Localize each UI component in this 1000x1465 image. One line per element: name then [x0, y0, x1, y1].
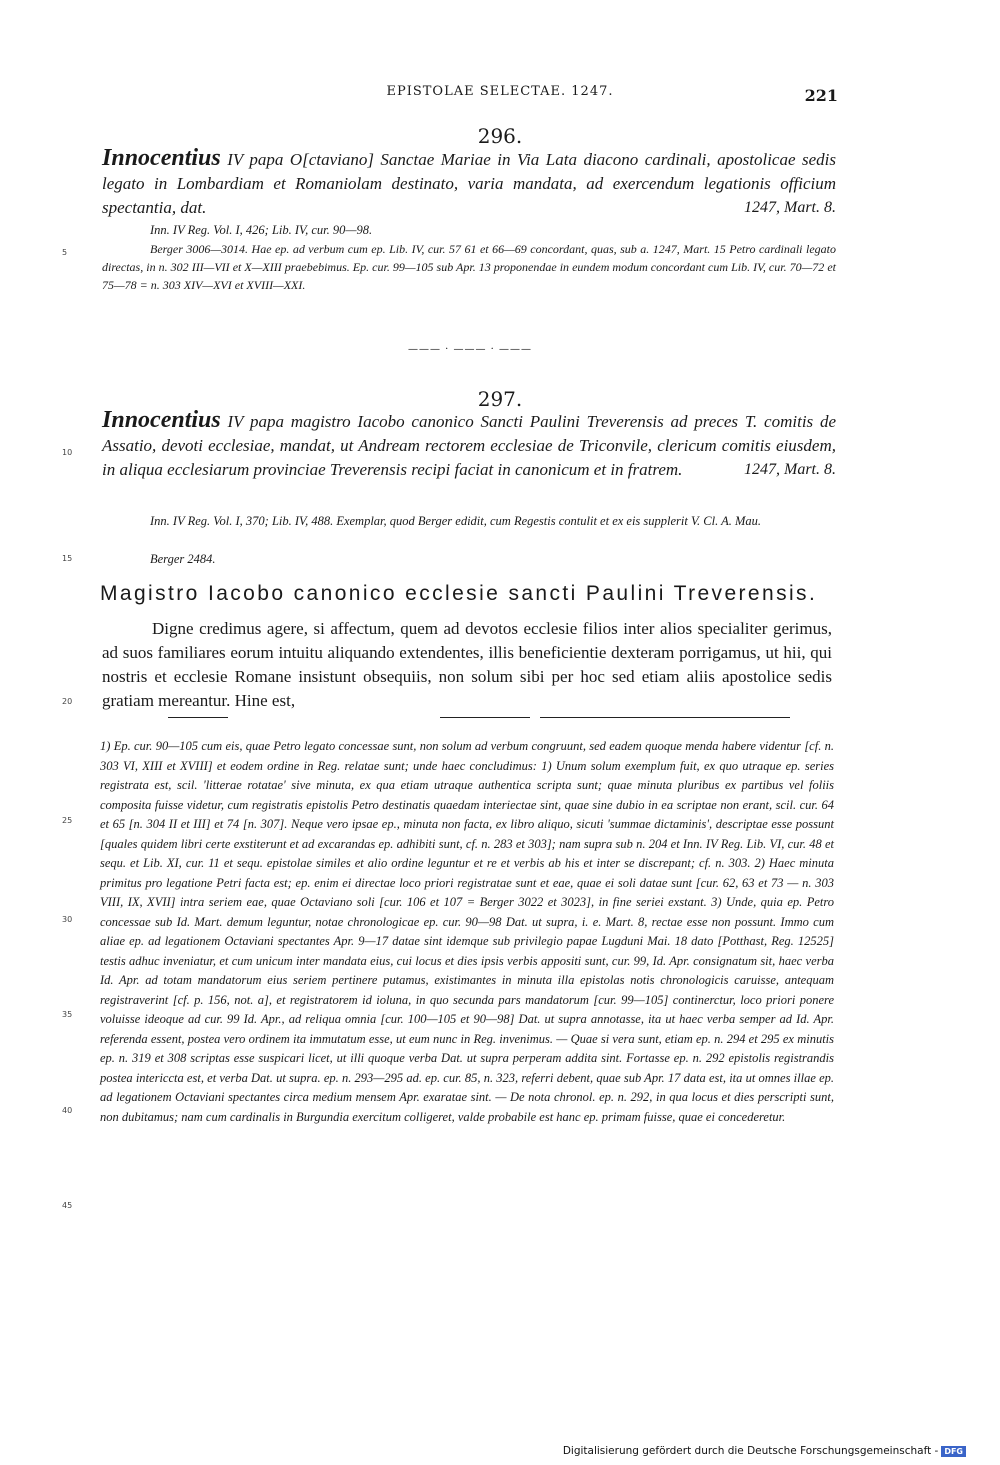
credit-text: Digitalisierung gefördert durch die Deutsche Forschungsgemeinschaft - [562, 1445, 939, 1457]
epistle-297-date: 1247, Mart. 8. [744, 461, 836, 478]
epistle-297-berger: Berger 2484. [150, 552, 216, 566]
footnote-rule [168, 717, 228, 718]
regest-initial-word: Innocentius [102, 145, 221, 171]
page-number: 221 [804, 86, 838, 105]
footnote: 1) Ep. cur. 90—105 cum eis, quae Petro legato concessae sunt, non solum ad verbum congruunt, sed eadem quoque menda habere videntur [cf. n. 303 VI, XIII et XVIII] et eodem ordine in Reg. relatae sunt; unde haec concludimus: 1) Unum solum exemplum fuit, ex quo utraque ep. series registrata est, scil. 'litterae rotatae' sive minuta, ex qua etiam utraque authentica scripta sunt; quae minuta pluribus ex partibus vel foliis composita fuisse videtur, cum registratis epistolis Petro destinatis quaedam interiectae sint, quae sine dubio in ea scriptae non erant, scil. cur. 64 et 65 [n. 304 II et III] et 74 [n. 307]. Neque vero ipsae ep., minuta non facta, ex libro aliquo, sicuti 'summae dictaminis', descriptae esse possunt [quales quidem libri certe exstiterunt et ad excarandas ep. adhibiti sunt, cf. n. 283 et 303]; nam supra sub n. 204 et Inn. IV Reg. Lib. VI, cur. 48 et sequ. et Lib. XI, cur. 11 et sequ. epistolae similes et alio ordine leguntur et re et verbis ab his et inter se discrepant; cf. n. 303. 2) Haec minuta primitus pro legatione Petri facta est; ep. enim ei directae loco priori registratae sunt et eae, quae ei soli datae sunt [cur. 62, 63 et 73 — n. 303 VIII, IX, XVII] intra seriem eae, quae Octaviano soli [cur. 106 et 107 = Berger 3022 et 3023], in fine seriei exstant. 3) Unde, quia ep. Petro concessae sub Id. Mart. demum leguntur, notae chronologicae ep. cur. 90—98 Dat. ut supra, i. e. Mart. 8, rectae esse non possunt. Immo cum aliae ep. ad legationem Octaviani spectantes Apr. 9—17 datae sint idemque sub privilegio papae Lugduni Mai. 18 dato [Potthast, Reg. 12525] testis adhuc inveniatur, et cum unicum inter mandata eius, cui locus et dies ipsis verbis appositi sunt, cur. 99, Id. Apr. consignatum sit, haec verba Id. Apr. ad totam mandatorum eius seriem pertinere putamus, existimantes in minuta illa epistolas notis chronologicis caruisse, antequam registraverint [cf. p. 156, not. a], et registratorem id ioluna, in quo secunda pars mandatorum [cur. 99—105] continerctur, loco priori ponere voluisse ideoque ad cur. 99 Id. Apr., ad reliqua omnia [cur. 100—105 et 90—98] Dat. ut supra annotasse, ita ut haec verba semper ad Id. Apr. referenda essent, postea vero ordinem ita immutatum esse, ut eum nunc in Reg. invenimus. — Quae si vera sunt, etiam ep. n. 294 et 295 ex minutis ep. n. 319 et 308 scriptas esse suspicari licet, ut illi quoque verba Dat. ut supra perperam addita sint. Fortasse ep. n. 292 epistolis registrandis postea intericcta est, et verba Dat. ut supra. ep. n. 293—295 ad. ep. cur. 85, n. 323, referri debent, quae sub Apr. 17 data est, ita ut omnes illae ep. ad legationem Octaviani spectantes circa medium mensem Apr. exaratae sint. — De nota chronol. ep. n. 292, in qua locus et dies perscripti sunt, non dubitamus; nam cum cardinalis in Burgundia exercitum colligeret, valde probabile est hanc ep. primam fuisse, quae ei concederetur. [100, 739, 834, 1124]
epistle-296-note: Berger 3006—3014. Hae ep. ad verbum cum ep. Lib. IV, cur. 57 61 et 66—69 concordant, quas, sub a. 1247, Mart. 15 Petro cardinali legato directas, in n. 302 III—VII et X—XIII praebebimus. Ep. cur. 99—105 sub Apr. 13 proponendae in eundem modum concordant cum Lib. IV, cur. 70—72 et 75—78 = n. 303 XIV—XVI et XVIII—XXI. [102, 242, 836, 292]
epistle-297-regest [102, 408, 836, 482]
footnote-rule [540, 717, 790, 718]
regest-initial-word: Innocentius [102, 407, 221, 433]
epistle-297-number: 297. [477, 387, 523, 411]
epistle-296-source: Inn. IV Reg. Vol. I, 426; Lib. IV, cur. 90—98. [150, 223, 373, 237]
line-number: 45 [62, 1201, 73, 1210]
regest-text: IV papa magistro Iacobo canonico Sancti Paulini Treverensis ad preces T. comitis de Assatio, devoti ecclesiae, mandat, ut Andream rectorem ecclesiae de Triconvile, clericum comitis eiusdem, in aliqua ecclesiarum provinciae Treverensis recipi faciat in canonicum et in fratrem. [102, 412, 836, 479]
line-number: 10 [62, 448, 73, 457]
epistle-297-source: Inn. IV Reg. Vol. I, 370; Lib. IV, 488. Exemplar, quod Berger edidit, cum Regestis contulit et ex eis supplerit V. Cl. A. Mau. [150, 514, 762, 528]
line-number: 40 [62, 1106, 73, 1115]
regest-text: IV papa O[ctaviano] Sanctae Mariae in Via Lata diacono cardinali, apostolicae sedis legato in Lombardiam et Romaniolam destinato, varia mandata, ad exercendum legationis officium spectantia, dat. [102, 150, 836, 217]
running-title: EPISTOLAE SELECTAE. 1247. [386, 84, 614, 99]
epistle-296-number: 296. [477, 124, 523, 148]
section-separator: ——— · ——— · ——— [407, 344, 533, 355]
letter-text: Digne credimus agere, si affectum, quem ad devotos ecclesie filios inter alios specialiter gerimus, ad suos familiares eorum intuitu aliquando extendentes, illis beneficientie dexteram porrigamus, ut hii, qui nostris et ecclesie Romane insistunt obsequiis, non solum sibi per hoc sed etiam aliis apostolice sedis gratiam mereantur. Hine est, [102, 619, 832, 710]
digitization-credit [563, 1445, 966, 1457]
line-number: 15 [62, 554, 73, 563]
line-number: 30 [62, 915, 73, 924]
epistle-296-regest [102, 146, 836, 220]
letter-address: Magistro Iacobo canonico ecclesie sancti Paulini Treverensis. [100, 582, 818, 605]
line-number: 5 [62, 248, 68, 257]
line-number: 25 [62, 816, 73, 825]
epistle-296-date: 1247, Mart. 8. [744, 199, 836, 216]
dfg-logo: DFG [941, 1446, 966, 1457]
line-number: 35 [62, 1010, 73, 1019]
footnote-rule [440, 717, 530, 718]
line-number: 20 [62, 697, 73, 706]
